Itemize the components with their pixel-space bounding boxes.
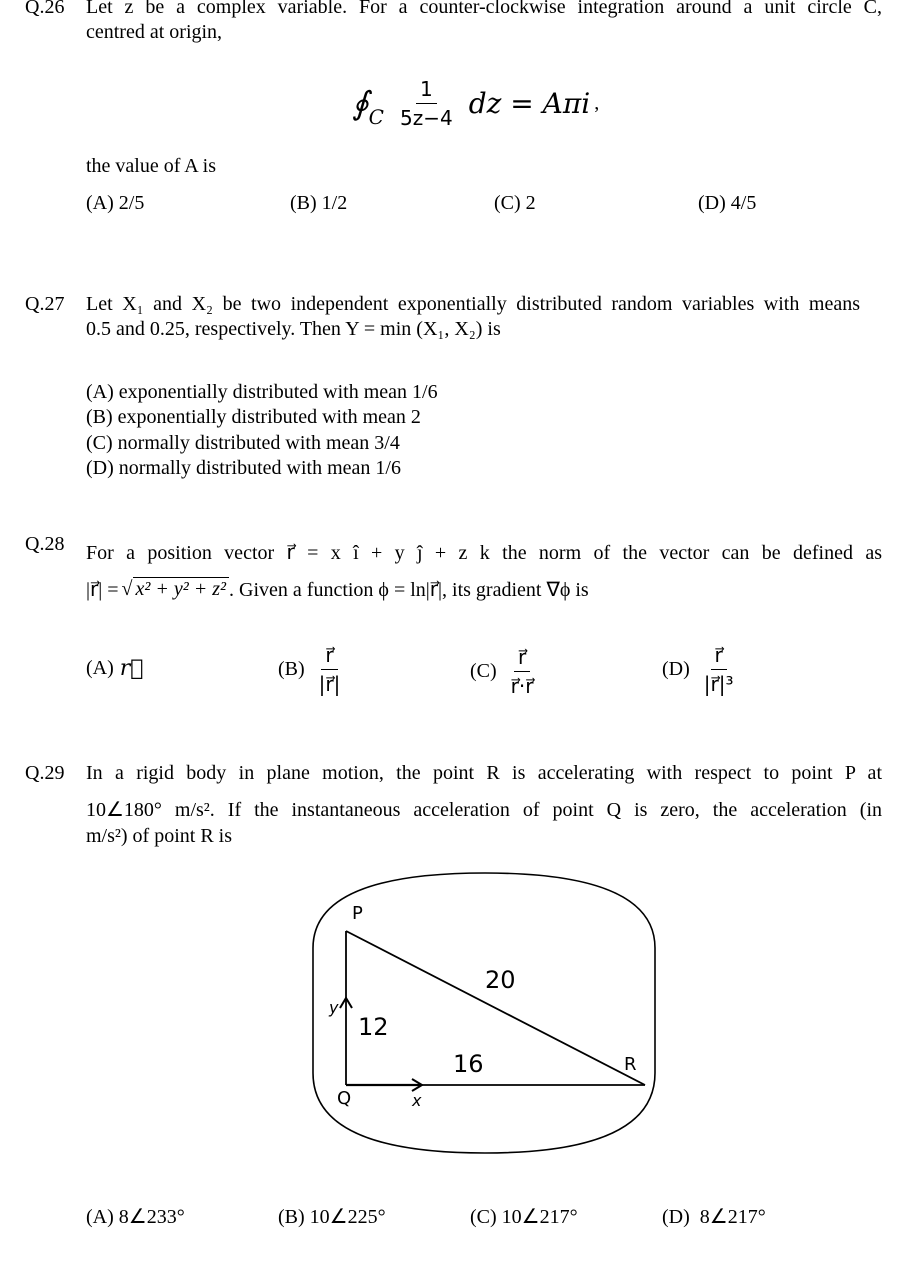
question-number-28: Q.28	[25, 533, 65, 555]
integrand-denominator: 5z−4	[399, 105, 453, 130]
question-number-29: Q.29	[25, 762, 65, 784]
q29-text-line3: m/s²) of point R is	[86, 825, 233, 847]
question-number-27: Q.27	[25, 293, 65, 315]
q27-option-b[interactable]: (B) exponentially distributed with mean 2	[86, 406, 421, 428]
q28-text-line2	[86, 574, 589, 604]
q29-option-a[interactable]: (A) 8∠233°	[86, 1206, 185, 1228]
q27-text-line2: 0.5 and 0.25, respectively. Then Y = min (X₁, X₂) is	[86, 318, 501, 340]
label-q: Q	[337, 1088, 352, 1109]
norm-radicand: x² + y² + z²	[133, 577, 230, 601]
integrand-fraction	[396, 77, 457, 130]
q29-text-line2: 10∠180° m/s². If the instantaneous acceleration of point Q is zero, the acceleration (in	[86, 799, 882, 821]
q28-option-b-numerator: r⃗	[321, 643, 337, 670]
q28-text-line1: For a position vector r⃗ = x î + y ĵ + z k the norm of the vector can be defined as	[86, 542, 882, 564]
side-pq-length: 12	[358, 1013, 389, 1041]
q28-option-d-label: (D)	[662, 657, 690, 680]
q28-option-b-denominator: |r⃗|	[318, 671, 341, 696]
q28-option-b-label: (B)	[278, 657, 305, 680]
label-y: y	[329, 998, 339, 1017]
norm-lhs: |r⃗| =	[86, 578, 119, 601]
q28-option-d-fraction	[700, 643, 738, 696]
label-p: P	[352, 903, 363, 924]
q28-option-c-denominator: r⃗·r⃗	[510, 673, 534, 698]
q28-option-b-fraction	[315, 643, 345, 696]
q29-text-line1: In a rigid body in plane motion, the point R is accelerating with respect to point P at	[86, 762, 882, 784]
q28-option-c-numerator: r⃗	[514, 645, 530, 672]
q28-line2-rest: . Given a function ϕ = ln|r⃗|, its gradient ∇ϕ is	[229, 578, 589, 601]
q27-text-line1: Let X₁ and X₂ be two independent exponentially distributed random variables with means	[86, 293, 860, 315]
q28-option-c-fraction	[507, 645, 538, 698]
integrand-numerator: 1	[416, 77, 437, 104]
q28-option-d-denominator: |r⃗|³	[703, 671, 734, 696]
integral-rhs: dz = Aπi	[468, 86, 591, 120]
side-qr-length: 16	[453, 1050, 484, 1078]
q28-option-b[interactable]	[278, 633, 344, 705]
side-pr-length: 20	[485, 966, 516, 994]
equation-comma: ,	[594, 91, 600, 114]
q26-option-b[interactable]: (B) 1/2	[290, 192, 348, 214]
q29-option-c[interactable]: (C) 10∠217°	[470, 1206, 578, 1228]
q28-option-a-label: (A)	[86, 657, 114, 679]
q26-option-c[interactable]: (C) 2	[494, 192, 536, 214]
q28-option-d-numerator: r⃗	[711, 643, 727, 670]
q28-option-c[interactable]	[470, 635, 537, 707]
q26-option-a[interactable]: (A) 2/5	[86, 192, 145, 214]
q26-text-line3: the value of A is	[86, 155, 216, 177]
contour-integral-symbol: ∮	[352, 84, 369, 122]
label-x: x	[412, 1091, 422, 1110]
q26-text-line2: centred at origin,	[86, 21, 223, 43]
q27-option-a[interactable]: (A) exponentially distributed with mean 1/6	[86, 381, 438, 403]
q26-text-line1: Let z be a complex variable. For a counter-clockwise integration around a unit circle C,	[86, 0, 882, 18]
q28-option-d[interactable]	[662, 633, 737, 705]
q28-option-a[interactable]	[86, 656, 143, 681]
rigid-body-figure	[305, 868, 665, 1158]
label-r: R	[624, 1054, 637, 1075]
q27-option-d[interactable]: (D) normally distributed with mean 1/6	[86, 457, 401, 479]
side-pr	[346, 931, 645, 1085]
question-number-26: Q.26	[25, 0, 65, 18]
q26-option-d[interactable]: (D) 4/5	[698, 192, 757, 214]
q29-option-b[interactable]: (B) 10∠225°	[278, 1206, 386, 1228]
q27-option-c[interactable]: (C) normally distributed with mean 3/4	[86, 432, 400, 454]
q29-option-d[interactable]: (D) 8∠217°	[662, 1206, 766, 1228]
q26-integral-equation	[352, 72, 599, 134]
q28-option-a-value: r⃗	[119, 656, 144, 681]
sqrt-sign: √	[121, 577, 133, 600]
q28-option-c-label: (C)	[470, 659, 497, 682]
integral-subscript: C	[368, 105, 384, 129]
